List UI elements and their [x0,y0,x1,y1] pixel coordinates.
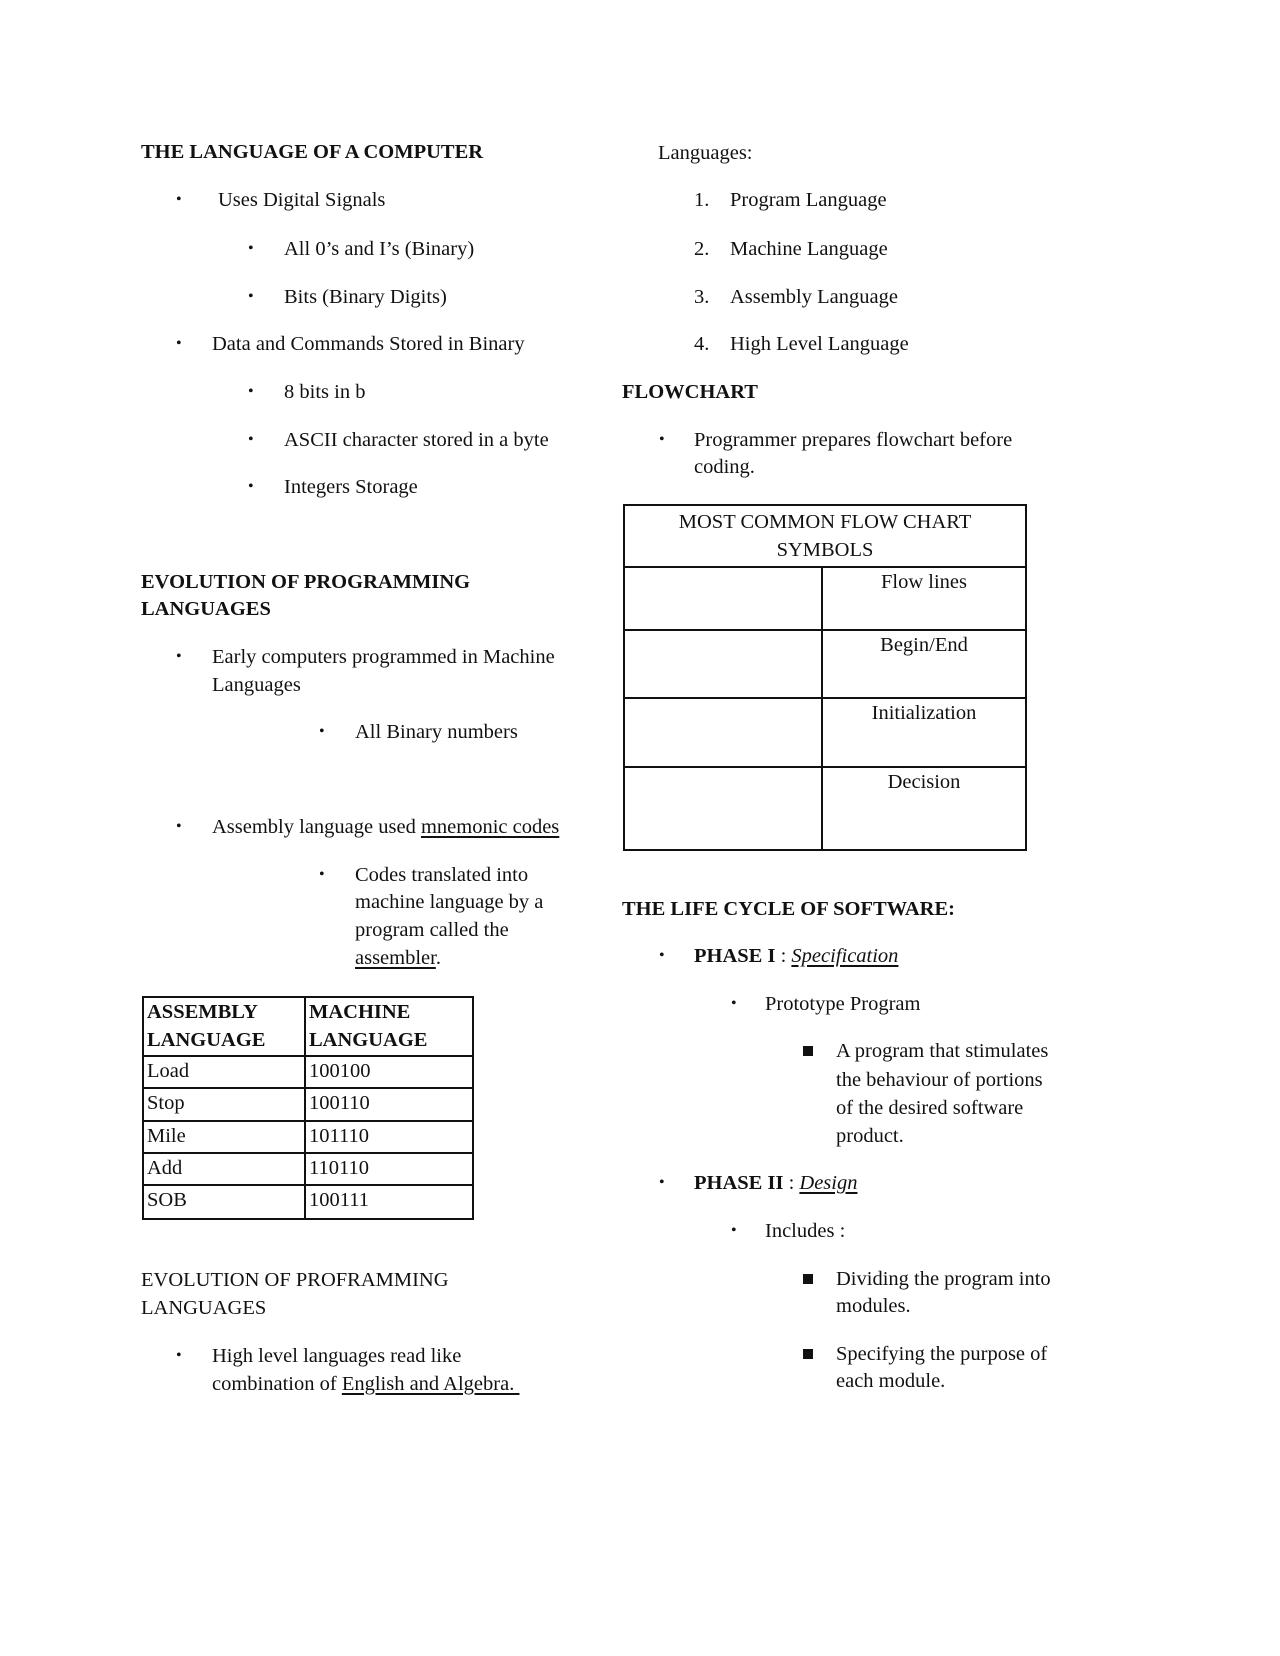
list-item [212,814,559,840]
list-item: Includes : [765,1220,846,1242]
assembly-machine-table [142,996,474,1220]
table-header: ASSEMBLY LANGUAGE [143,997,305,1056]
list-item: Prototype Program [765,993,921,1015]
heading-language-of-computer: THE LANGUAGE OF A COMPUTER [141,141,484,163]
phase-name: Design [799,1172,858,1194]
list-item: ASCII character stored in a byte [284,429,549,451]
assembler-word: assembler [355,947,436,969]
table-row [624,630,1026,698]
list-item-cont [212,1371,519,1397]
symbol-label: Flow lines [822,567,1026,630]
list-item: Bits (Binary Digits) [284,286,447,308]
bullet-icon: • [176,191,182,208]
mnemonic-codes-link: mnemonic codes [420,816,560,838]
phase-1 [694,943,898,969]
list-item: Programmer prepares flowchart before [694,429,1013,451]
list-item: Data and Commands Stored in Binary [212,333,525,355]
table-row [143,1056,473,1088]
phase-label: PHASE II [694,1172,784,1194]
table-header-row [143,997,473,1056]
square-bullet-icon [803,1274,813,1284]
list-item: Codes translated into [355,864,529,886]
table-row [143,1088,473,1121]
bullet-icon: • [248,240,254,257]
bullet-icon: • [176,648,182,665]
bullet-icon: • [731,1222,737,1239]
table-cell: Load [143,1056,305,1088]
table-row [143,1153,473,1185]
list-item: 8 bits in b [284,381,366,403]
table-cell: Add [143,1153,305,1185]
list-item: All 0’s and I’s (Binary) [284,238,475,260]
list-item: High level languages read like [212,1345,462,1367]
heading-evolution-2: EVOLUTION OF PROFRAMMING [141,1269,449,1291]
list-item: Uses Digital Signals [218,189,386,211]
separator: : [775,945,792,967]
list-item: All Binary numbers [355,721,518,743]
table-cell: Mile [143,1121,305,1153]
table-cell: 100100 [305,1056,473,1088]
table-row [624,767,1026,850]
bullet-icon: • [319,723,325,740]
language-item: Assembly Language [730,286,898,308]
bullet-icon: • [248,478,254,495]
table-cell: 101110 [305,1121,473,1153]
list-item: Early computers programmed in Machine [212,646,555,668]
phase-name: Specification [791,945,899,967]
heading-evolution: EVOLUTION OF PROGRAMMING [141,571,471,593]
language-item: Machine Language [730,238,888,260]
list-number: 1. [694,189,710,211]
table-cell: 110110 [305,1153,473,1185]
symbol-cell [624,630,822,698]
table-header: MACHINE LANGUAGE [305,997,473,1056]
table-header-row [624,505,1026,567]
list-item-cont: product. [836,1125,904,1147]
list-item-cont: machine language by a [355,891,544,913]
bullet-icon: • [659,947,665,964]
list-text: Assembly language used [212,816,421,838]
language-item: Program Language [730,189,887,211]
table-row [624,698,1026,767]
bullet-icon: • [731,995,737,1012]
symbol-cell [624,767,822,850]
bullet-icon: • [176,335,182,352]
list-item: Dividing the program into [836,1268,1051,1290]
square-bullet-icon [803,1046,813,1056]
list-item-cont: the behaviour of portions [836,1069,1043,1091]
list-number: 3. [694,286,710,308]
bullet-icon: • [176,818,182,835]
list-number: 2. [694,238,710,260]
list-item: Integers Storage [284,476,418,498]
english-algebra-text: English and Algebra. [341,1373,520,1395]
list-item-cont: Languages [212,674,301,696]
flowchart-symbols-table [623,504,1027,851]
heading-evolution-line2: LANGUAGES [141,598,271,620]
table-cell: SOB [143,1185,305,1219]
table-cell: 100110 [305,1088,473,1121]
bullet-icon: • [319,866,325,883]
bullet-icon: • [659,1174,665,1191]
list-item-cont: each module. [836,1370,946,1392]
table-row [143,1121,473,1153]
symbol-label: Initialization [822,698,1026,767]
symbol-cell [624,698,822,767]
list-item-cont [355,945,441,971]
bullet-icon: • [659,431,665,448]
bullet-icon: • [248,288,254,305]
list-item: A program that stimulates [836,1040,1049,1062]
phase-2 [694,1170,857,1196]
phase-label: PHASE I [694,945,776,967]
bullet-icon: • [248,383,254,400]
period: . [435,947,441,969]
list-number: 4. [694,333,710,355]
bullet-icon: • [176,1347,182,1364]
heading-flowchart: FLOWCHART [622,381,758,403]
table-header: MOST COMMON FLOW CHART SYMBOLS [624,505,1026,567]
heading-evolution-2-line2: LANGUAGES [141,1297,267,1319]
separator: : [783,1172,800,1194]
symbol-label: Decision [822,767,1026,850]
symbol-cell [624,567,822,630]
symbol-label: Begin/End [822,630,1026,698]
list-item-cont: coding. [694,456,755,478]
list-item-cont: modules. [836,1295,911,1317]
list-item-cont: program called the [355,919,509,941]
table-row [624,567,1026,630]
list-item-cont: of the desired software [836,1097,1024,1119]
bullet-icon: • [248,431,254,448]
language-item: High Level Language [730,333,909,355]
list-text: combination of [212,1373,342,1395]
square-bullet-icon [803,1349,813,1359]
table-cell: 100111 [305,1185,473,1219]
table-cell: Stop [143,1088,305,1121]
list-item: Specifying the purpose of [836,1343,1048,1365]
languages-label: Languages: [658,142,753,164]
heading-life-cycle: THE LIFE CYCLE OF SOFTWARE: [622,898,955,920]
table-row [143,1185,473,1219]
